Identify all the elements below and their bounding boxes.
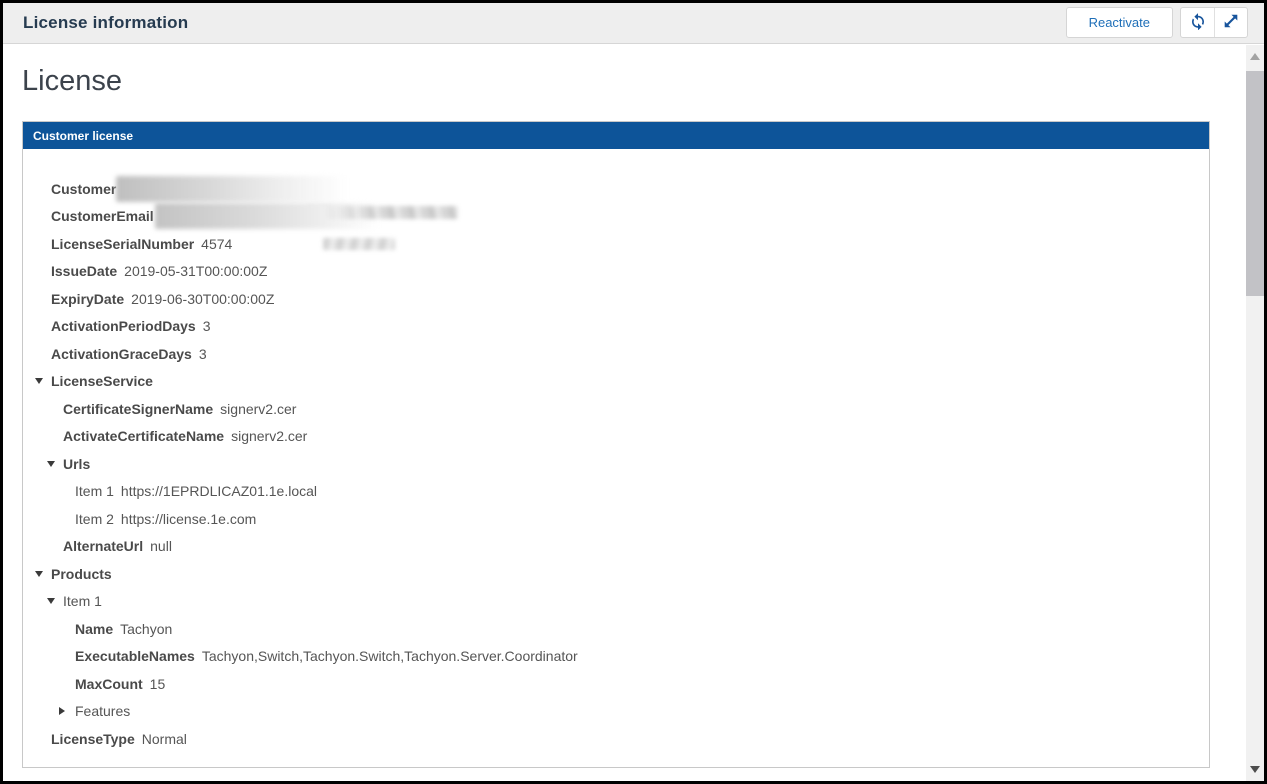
tree-row xyxy=(23,588,1209,616)
collapse-node-icon[interactable] xyxy=(35,571,51,577)
license-property-tree xyxy=(23,175,1209,753)
property-name: ExecutableNames xyxy=(75,648,195,665)
vertical-scrollbar[interactable] xyxy=(1246,45,1264,781)
property-name: ActivateCertificateName xyxy=(63,428,225,445)
property-value: Tachyon xyxy=(120,620,173,637)
refresh-icon xyxy=(1189,12,1207,33)
property-value: Normal xyxy=(141,730,187,747)
property-name: ActivationPeriodDays xyxy=(51,318,196,335)
header-icon-group xyxy=(1180,7,1248,38)
property-value: 15 xyxy=(149,675,166,692)
property-name: Customer xyxy=(51,180,117,197)
tree-row xyxy=(23,285,1209,313)
redacted-value xyxy=(155,203,379,229)
property-name: ExpiryDate xyxy=(51,290,125,307)
header-bar xyxy=(3,3,1264,44)
property-value: 3 xyxy=(202,318,211,335)
property-name: AlternateUrl xyxy=(63,538,144,555)
license-heading: License xyxy=(22,65,122,97)
property-name: Item 1 xyxy=(75,483,114,500)
tree-row xyxy=(23,230,1209,258)
property-value: 2019-05-31T00:00:00Z xyxy=(124,263,268,280)
tree-row xyxy=(23,560,1209,588)
tree-row xyxy=(23,725,1209,753)
property-value: 3 xyxy=(198,345,207,362)
tree-row xyxy=(23,423,1209,451)
tree-row xyxy=(23,175,1209,203)
expand-fullscreen-button[interactable] xyxy=(1214,8,1247,37)
customer-license-panel xyxy=(22,121,1210,768)
expand-diagonal-arrow-icon xyxy=(1222,12,1240,33)
tree-row xyxy=(23,450,1209,478)
property-name: LicenseService xyxy=(51,373,153,390)
header-actions xyxy=(1066,7,1248,38)
property-name: Item 2 xyxy=(75,510,114,527)
tree-row xyxy=(23,505,1209,533)
property-name: CustomerEmail xyxy=(51,208,154,225)
property-name: LicenseType xyxy=(51,730,135,747)
property-name: Item 1 xyxy=(63,593,102,610)
redacted-value xyxy=(116,176,348,202)
tree-row xyxy=(23,258,1209,286)
property-name: CertificateSignerName xyxy=(63,400,214,417)
reactivate-button[interactable]: Reactivate xyxy=(1066,7,1173,38)
tree-row xyxy=(23,203,1209,231)
expand-node-icon[interactable] xyxy=(59,707,75,715)
property-value: signerv2.cer xyxy=(220,400,297,417)
property-value: 2019-06-30T00:00:00Z xyxy=(131,290,275,307)
tree-row xyxy=(23,478,1209,506)
property-name: MaxCount xyxy=(75,675,143,692)
property-value: https://license.1e.com xyxy=(120,510,257,527)
property-value: 4574 xyxy=(201,235,233,252)
property-name: Features xyxy=(75,703,131,720)
panel-title: Customer license xyxy=(33,128,134,143)
property-name: IssueDate xyxy=(51,263,118,280)
tree-row xyxy=(23,670,1209,698)
collapse-node-icon[interactable] xyxy=(47,598,63,604)
collapse-node-icon[interactable] xyxy=(35,378,51,384)
page-title: License information xyxy=(23,13,189,32)
tree-row xyxy=(23,698,1209,726)
tree-row xyxy=(23,395,1209,423)
tree-row xyxy=(23,340,1209,368)
refresh-button[interactable] xyxy=(1181,8,1214,37)
property-name: LicenseSerialNumber xyxy=(51,235,195,252)
scrollbar-thumb[interactable] xyxy=(1246,71,1264,296)
property-name: Name xyxy=(75,620,114,637)
collapse-node-icon[interactable] xyxy=(47,461,63,467)
property-name: Products xyxy=(51,565,112,582)
redaction-blur-artifact xyxy=(323,238,395,250)
tree-row xyxy=(23,313,1209,341)
property-name: ActivationGraceDays xyxy=(51,345,192,362)
tree-row xyxy=(23,368,1209,396)
property-value: signerv2.cer xyxy=(231,428,308,445)
tree-row xyxy=(23,533,1209,561)
scroll-up-arrow-icon[interactable] xyxy=(1250,53,1260,60)
property-value: Tachyon,Switch,Tachyon.Switch,Tachyon.Server.Coordinator xyxy=(201,648,578,665)
content-area xyxy=(3,45,1246,781)
panel-header xyxy=(23,122,1209,149)
property-value: null xyxy=(150,538,172,555)
tree-row xyxy=(23,643,1209,671)
property-name: Urls xyxy=(63,455,91,472)
tree-row xyxy=(23,615,1209,643)
scroll-down-arrow-icon[interactable] xyxy=(1250,766,1260,773)
property-value: https://1EPRDLICAZ01.1e.local xyxy=(120,483,318,500)
